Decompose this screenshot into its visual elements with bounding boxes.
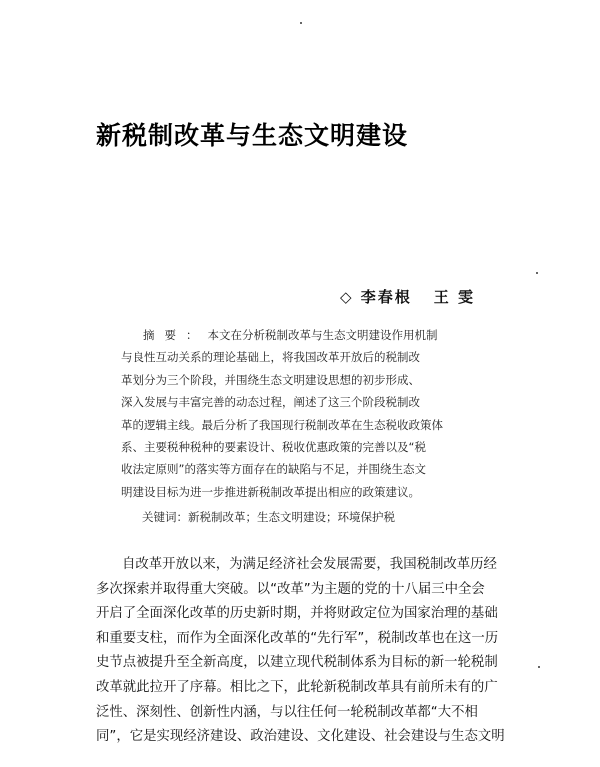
body-line: 改革就此拉开了序幕。相比之下，此轮新税制改革具有前所未有的广 bbox=[96, 679, 498, 695]
body-line: 开启了全面深化改革的历史新时期，并将财政定位为国家治理的基础 bbox=[96, 606, 498, 622]
body-text bbox=[96, 553, 516, 750]
abstract-line: 革的逻辑主线。最后分析了我国现行税制改革在生态税收政策体 bbox=[121, 417, 443, 432]
body-line: 泛性、深刻性、创新性内涵，与以往任何一轮税制改革都“大不相 bbox=[96, 704, 478, 720]
body-line: 史节点被提升至全新高度，以建立现代税制体系为目标的新一轮税制 bbox=[96, 655, 498, 671]
scan-speck bbox=[300, 22, 302, 24]
keywords-line: 关键词：新税制改革；生态文明建设；环境保护税 bbox=[142, 510, 395, 524]
author-marker-icon: ◇ bbox=[340, 288, 354, 306]
body-line: 自改革开放以来，为满足经济社会发展需要，我国税制改革历经 bbox=[122, 557, 497, 572]
body-line: 和重要支柱，而作为全面深化改革的“先行军”，税制改革也在这一历 bbox=[96, 630, 499, 646]
body-line: 同”，它是实现经济建设、政治建设、文化建设、社会建设与生态文明 bbox=[96, 729, 505, 745]
abstract-line: 系、主要税种税种的要素设计、税收优惠政策的完善以及“税 bbox=[121, 439, 426, 454]
abstract-line: 摘要：本文在分析税制改革与生态文明建设作用机制 bbox=[143, 328, 438, 342]
article-title: 新税制改革与生态文明建设 bbox=[96, 121, 409, 150]
abstract-line: 收法定原则”的落实等方面存在的缺陷与不足，并围绕生态文 bbox=[121, 462, 426, 477]
abstract-line: 明建设目标为进一步推进新税制改革提出相应的政策建议。 bbox=[121, 484, 420, 499]
abstract-label: 摘要： bbox=[143, 328, 208, 342]
author-line bbox=[340, 286, 475, 307]
scan-speck bbox=[536, 272, 538, 274]
body-line: 多次探索并取得重大突破。以“改革”为主题的党的十八届三中全会 bbox=[96, 581, 485, 597]
abstract-line: 革划分为三个阶段，并围绕生态文明建设思想的初步形成、 bbox=[121, 372, 420, 387]
abstract-line: 与良性互动关系的理论基础上，将我国改革开放后的税制改 bbox=[121, 350, 420, 365]
abstract-block bbox=[121, 324, 496, 503]
author-name-2: 王 雯 bbox=[433, 288, 476, 306]
author-name-1: 李春根 bbox=[360, 288, 412, 306]
scan-speck bbox=[538, 666, 540, 668]
abstract-line: 深入发展与丰富完善的动态过程，阐述了这三个阶段税制改 bbox=[121, 395, 420, 410]
